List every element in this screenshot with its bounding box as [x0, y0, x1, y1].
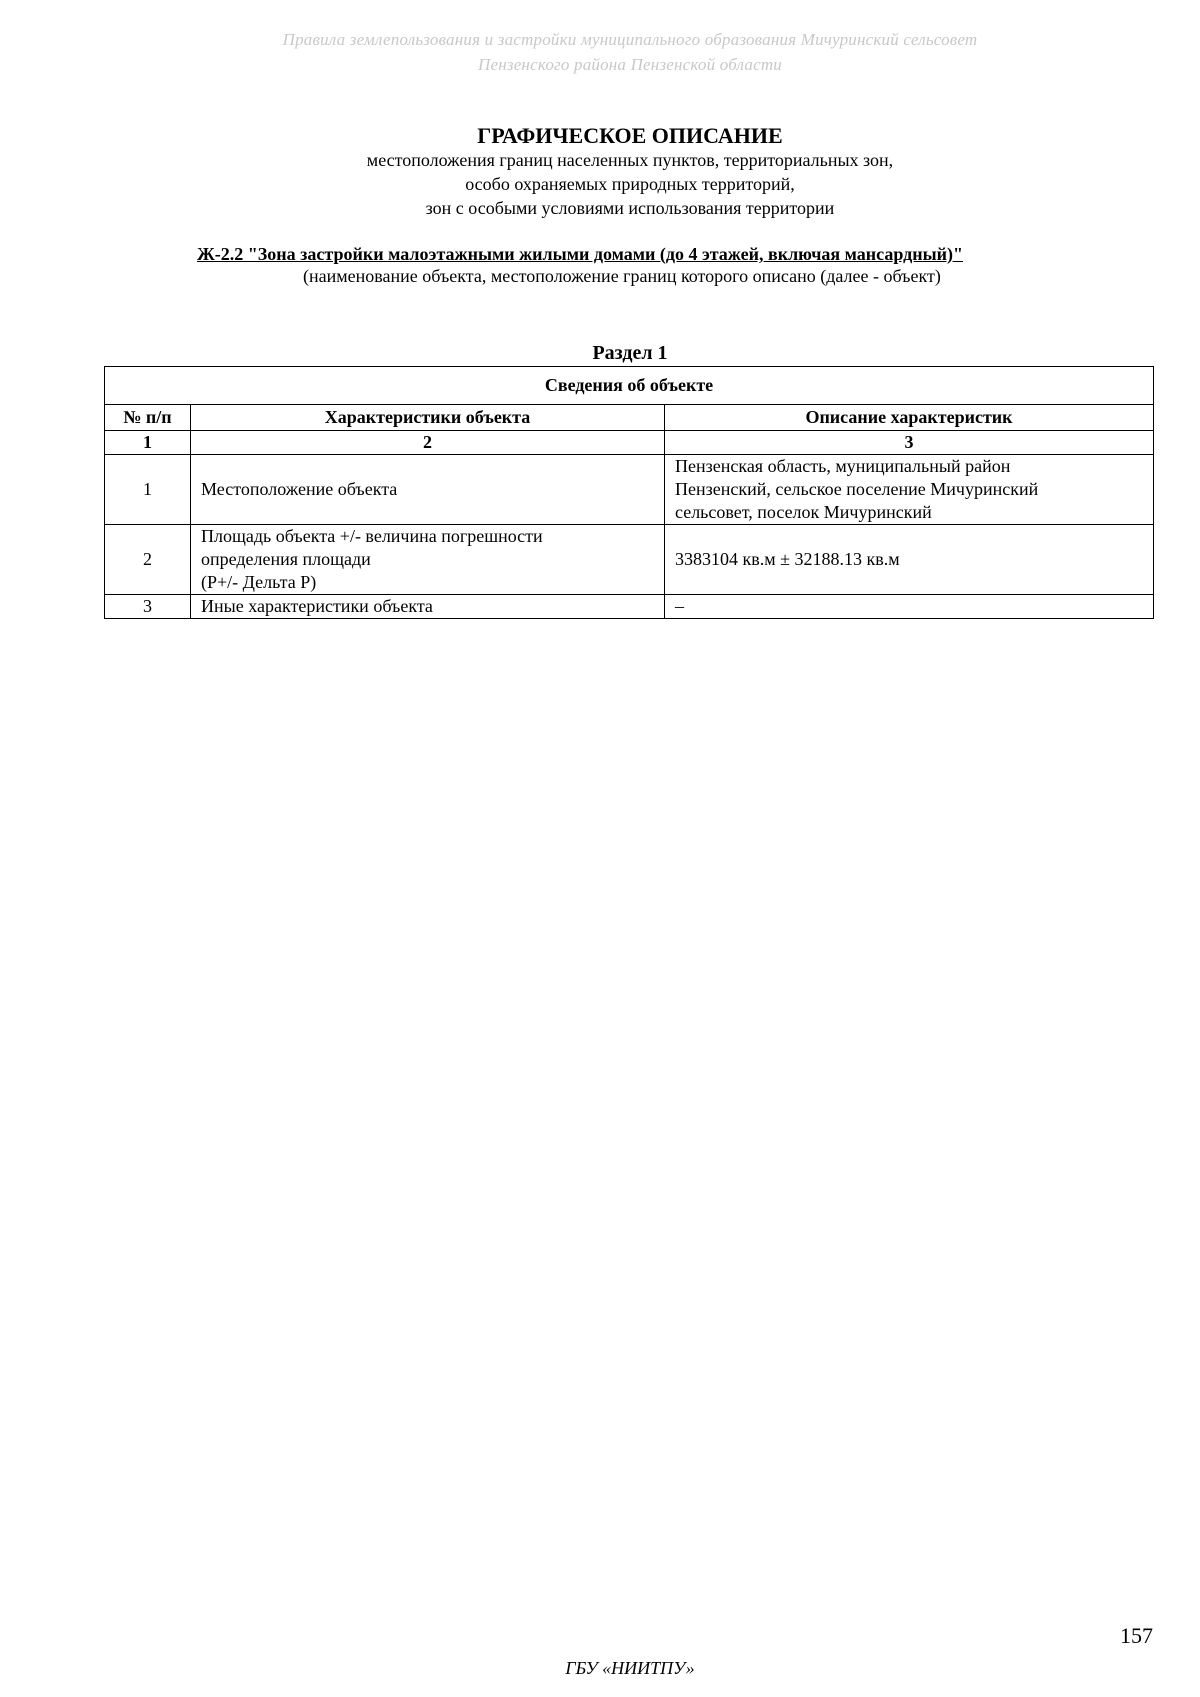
- column-header-characteristic: Характеристики объекта: [191, 405, 665, 431]
- object-info-table: [104, 366, 1154, 619]
- row-description: [665, 595, 1154, 619]
- column-number-1: 1: [105, 431, 191, 455]
- row-number: 3: [105, 595, 191, 619]
- table-row: [105, 455, 1154, 525]
- characteristic-line: определения площади: [201, 549, 371, 569]
- row-characteristic: [191, 595, 665, 619]
- column-header-description: Описание характеристик: [665, 405, 1154, 431]
- description-line: –: [675, 596, 684, 616]
- description-line: Пензенский, сельское поселение Мичуринский: [675, 479, 1039, 499]
- page-footer: ГБУ «НИИТПУ»: [565, 1658, 695, 1678]
- section-title: Раздел 1: [592, 342, 668, 364]
- table-row: [105, 595, 1154, 619]
- row-characteristic: [191, 455, 665, 525]
- characteristic-line: Местоположение объекта: [201, 479, 398, 499]
- column-number-3: 3: [665, 431, 1154, 455]
- row-number: 1: [105, 455, 191, 525]
- description-line: Пензенская область, муниципальный район: [675, 456, 1011, 476]
- row-characteristic: [191, 525, 665, 595]
- description-line: 3383104 кв.м ± 32188.13 кв.м: [675, 549, 900, 569]
- document-subtitle-line-3: зон с особыми условиями использования территории: [425, 198, 835, 218]
- row-number: 2: [105, 525, 191, 595]
- table-row: [105, 525, 1154, 595]
- running-header-line-2: Пензенского района Пензенской области: [478, 55, 782, 74]
- row-description: [665, 525, 1154, 595]
- document-subtitle-line-2: особо охраняемых природных территорий,: [465, 174, 795, 194]
- characteristic-line: Иные характеристики объекта: [201, 596, 433, 616]
- column-number-2: 2: [191, 431, 665, 455]
- table-caption: Сведения об объекте: [105, 367, 1154, 405]
- document-title: ГРАФИЧЕСКОЕ ОПИСАНИЕ: [477, 123, 783, 148]
- row-description: [665, 455, 1154, 525]
- document-subtitle-line-1: местоположения границ населенных пунктов, территориальных зон,: [366, 150, 894, 170]
- object-name-caption: (наименование объекта, местоположение границ которого описано (далее - объект): [303, 266, 941, 286]
- characteristic-line: Площадь объекта +/- величина погрешности: [201, 526, 543, 546]
- object-name: Ж-2.2 "Зона застройки малоэтажными жилыми домами (до 4 этажей, включая мансардный)": [197, 244, 964, 264]
- page-number: 157: [1120, 1623, 1153, 1648]
- running-header-line-1: Правила землепользования и застройки муниципального образования Мичуринский сельсовет: [282, 30, 978, 49]
- characteristic-line: (P+/- Дельта P): [201, 572, 317, 592]
- column-header-number: № п/п: [105, 405, 191, 431]
- description-line: сельсовет, поселок Мичуринский: [675, 502, 932, 522]
